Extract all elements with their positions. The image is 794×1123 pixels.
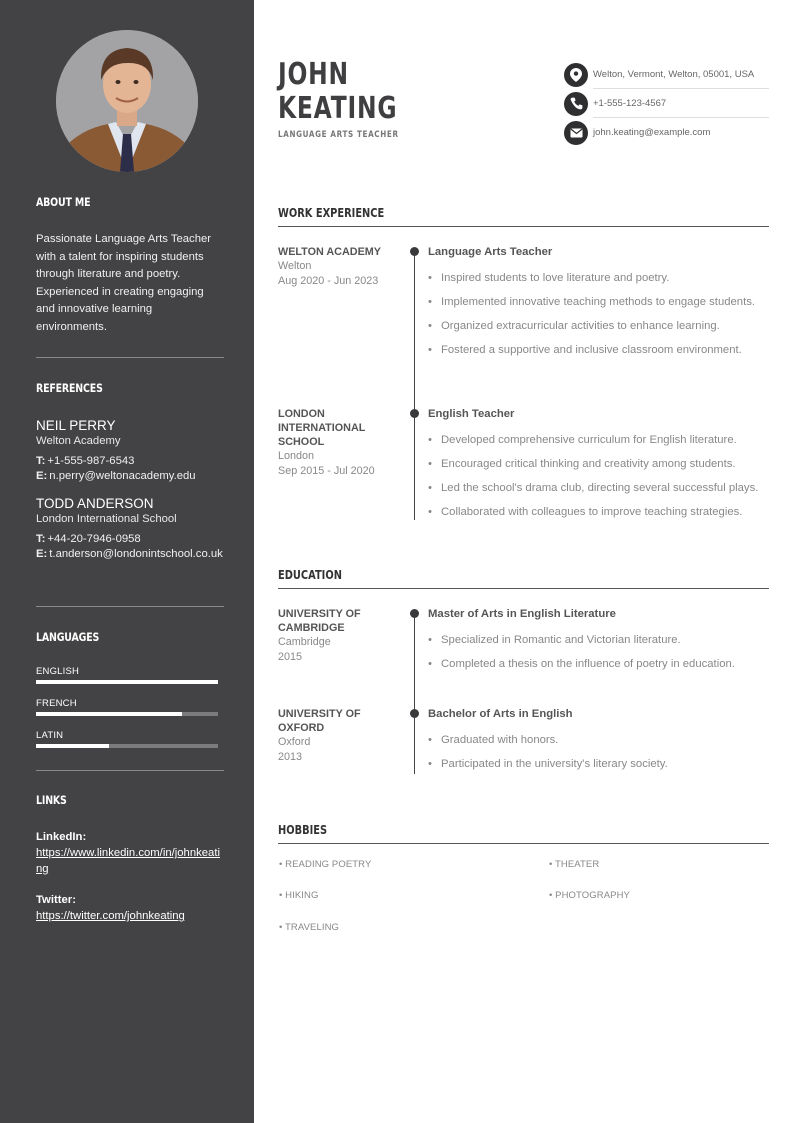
hobby-item: • HIKING <box>279 890 319 901</box>
language-bar <box>36 712 218 716</box>
links-title: LINKS <box>36 793 67 807</box>
hobby-item: • READING POETRY <box>279 859 372 870</box>
bullet-item: • Specialized in Romantic and Victorian literature. <box>428 632 770 648</box>
education-year: 2013 <box>278 750 303 763</box>
job-role: Language Arts Teacher <box>428 246 553 258</box>
last-name: KEATING <box>278 91 398 126</box>
portrait-photo <box>56 30 198 172</box>
reference-phone: T: +44-20-7946-0958 <box>36 533 141 545</box>
references-title: REFERENCES <box>36 381 103 395</box>
language-bar <box>36 680 218 684</box>
job-details <box>428 245 770 366</box>
education-year: 2015 <box>278 650 303 663</box>
education-location: Oxford <box>278 736 311 748</box>
link-label: Twitter: <box>36 894 76 906</box>
twitter-link[interactable]: https://twitter.com/johnkeating <box>36 910 185 922</box>
languages-title: LANGUAGES <box>36 630 100 644</box>
degree: Bachelor of Arts in English <box>428 708 573 720</box>
divider <box>36 357 224 358</box>
link-item <box>36 829 224 877</box>
header <box>278 58 431 140</box>
education-details <box>428 707 770 780</box>
bullet-item: • Implemented innovative teaching methods to engage students. <box>428 294 770 310</box>
education-bullets <box>428 632 770 672</box>
timeline-dot <box>410 247 419 256</box>
bullet-item: • Inspired students to love literature and poetry. <box>428 270 770 286</box>
reference-email: E: t.anderson@londonintschool.co.uk <box>36 548 223 560</box>
divider <box>36 770 224 771</box>
education-title: EDUCATION <box>278 568 769 589</box>
job-dates: Sep 2015 - Jul 2020 <box>278 464 375 477</box>
language-bar <box>36 744 218 748</box>
sidebar <box>0 0 254 1123</box>
education-meta <box>278 607 398 664</box>
link-item <box>36 892 224 924</box>
degree: Master of Arts in English Literature <box>428 608 616 620</box>
hobby-item: • THEATER <box>549 859 600 870</box>
timeline-dot <box>410 709 419 718</box>
job-meta <box>278 407 398 478</box>
bullet-item: • Fostered a supportive and inclusive classroom environment. <box>428 342 770 358</box>
job-title: LANGUAGE ARTS TEACHER <box>278 130 399 140</box>
phone-icon <box>564 92 588 116</box>
language-bar-fill <box>36 712 182 716</box>
bullet-item: • Graduated with honors. <box>428 732 770 748</box>
institution: UNIVERSITY OF OXFORD <box>278 708 361 734</box>
education-details <box>428 607 770 680</box>
contact-address <box>564 60 769 89</box>
reference-name: NEIL PERRY <box>36 418 116 433</box>
employer: LONDON INTERNATIONAL SCHOOL <box>278 408 366 448</box>
location-pin-icon <box>564 63 588 87</box>
timeline-dot <box>410 409 419 418</box>
contact-phone <box>564 89 769 118</box>
education-bullets <box>428 732 770 772</box>
about-section <box>36 195 224 336</box>
linkedin-link[interactable]: https://www.linkedin.com/in/johnkeating <box>36 847 220 875</box>
hobby-item: • TRAVELING <box>279 922 340 933</box>
language-name: FRENCH <box>36 698 77 709</box>
language-bar-fill <box>36 680 218 684</box>
timeline-line <box>414 252 415 520</box>
hobby-item: • PHOTOGRAPHY <box>549 890 630 901</box>
reference-org: London International School <box>36 513 177 525</box>
language-item <box>36 666 224 698</box>
bullet-item: • Organized extracurricular activities to enhance learning. <box>428 318 770 334</box>
email-text: john.keating@example.com <box>593 127 711 138</box>
bullet-item: • Collaborated with colleagues to improve teaching strategies. <box>428 504 770 520</box>
timeline-dot <box>410 609 419 618</box>
bullet-item: • Led the school's drama club, directing several successful plays. <box>428 480 770 496</box>
job-bullets <box>428 270 770 358</box>
links-section <box>36 793 224 924</box>
contact-email <box>564 118 769 147</box>
bullet-item: • Completed a thesis on the influence of poetry in education. <box>428 656 770 672</box>
reference-email: E: n.perry@weltonacademy.edu <box>36 470 196 482</box>
language-name: ENGLISH <box>36 666 80 677</box>
language-bar-fill <box>36 744 109 748</box>
reference-item <box>36 495 224 562</box>
education-location: Cambridge <box>278 636 331 648</box>
reference-name: TODD ANDERSON <box>36 496 154 511</box>
about-title: ABOUT ME <box>36 195 91 209</box>
language-item <box>36 698 224 730</box>
institution: UNIVERSITY OF CAMBRIDGE <box>278 608 361 634</box>
about-text: Passionate Language Arts Teacher with a talent for inspiring students through literature and poetry. Experienced in creating engaging and innovative learning environments. <box>36 233 212 333</box>
address-text: Welton, Vermont, Welton, 05001, USA <box>593 69 755 80</box>
job-role: English Teacher <box>428 408 515 420</box>
languages-section <box>36 630 224 762</box>
reference-org: Welton Academy <box>36 435 121 447</box>
avatar <box>56 30 198 172</box>
job-details <box>428 407 770 528</box>
job-bullets <box>428 432 770 520</box>
link-label: LinkedIn: <box>36 831 87 843</box>
divider <box>36 606 224 607</box>
bullet-item: • Developed comprehensive curriculum for English literature. <box>428 432 770 448</box>
envelope-icon <box>564 121 588 145</box>
language-item <box>36 730 224 762</box>
language-name: LATIN <box>36 730 64 741</box>
bullet-item: • Encouraged critical thinking and creativity among students. <box>428 456 770 472</box>
job-dates: Aug 2020 - Jun 2023 <box>278 274 379 287</box>
phone-text: +1-555-123-4567 <box>593 98 667 109</box>
first-name: JOHN <box>278 57 349 92</box>
hobbies-title: HOBBIES <box>278 823 769 844</box>
employer: WELTON ACADEMY <box>278 246 381 258</box>
bullet-item: • Participated in the university's literary society. <box>428 756 770 772</box>
timeline-line <box>414 614 415 774</box>
education-meta <box>278 707 398 764</box>
references-section <box>36 381 224 562</box>
job-location: London <box>278 450 315 462</box>
reference-item <box>36 417 224 484</box>
reference-phone: T: +1-555-987-6543 <box>36 455 135 467</box>
job-meta <box>278 245 398 288</box>
job-location: Welton <box>278 260 312 272</box>
work-experience-title: WORK EXPERIENCE <box>278 206 769 227</box>
